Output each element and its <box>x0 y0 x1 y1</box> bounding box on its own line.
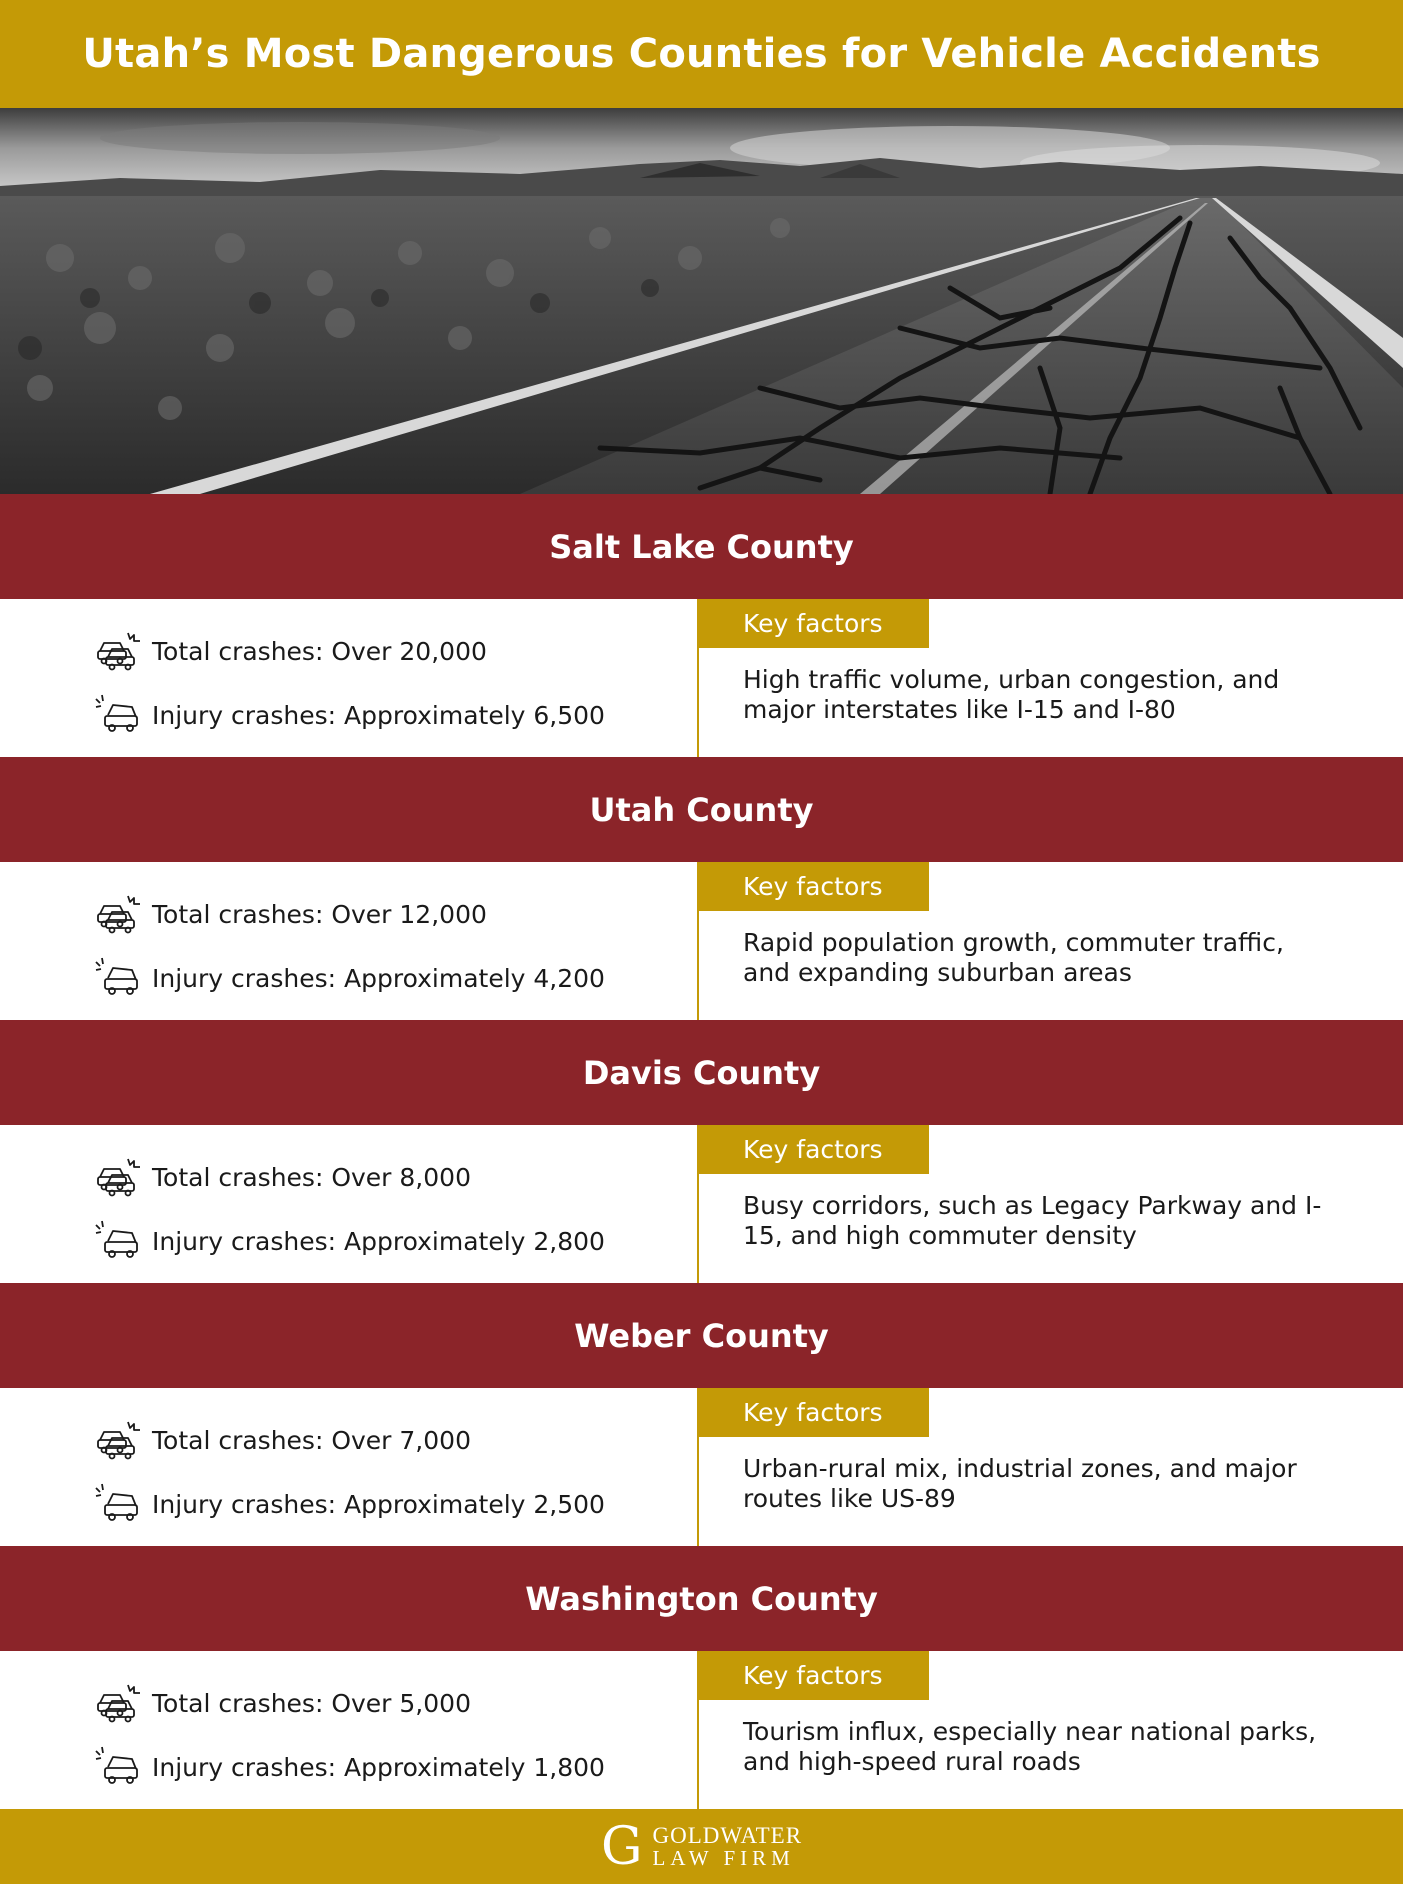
multi-car-crash-icon <box>94 892 142 936</box>
car-crash-icon <box>94 693 142 737</box>
page-title: Utah’s Most Dangerous Counties for Vehicle Accidents <box>82 31 1321 77</box>
county-stats <box>0 599 699 757</box>
car-crash-icon <box>94 1219 142 1263</box>
multi-car-crash-icon <box>94 629 142 673</box>
logo-wordmark <box>652 1822 803 1870</box>
total-crashes-stat <box>94 1153 697 1201</box>
county-name: Salt Lake County <box>549 527 854 566</box>
logo-g-icon: G <box>600 1816 643 1877</box>
injury-crashes-text: Injury crashes: Approximately 2,800 <box>152 1226 605 1256</box>
key-factors-badge: Key factors <box>699 599 929 648</box>
hero-image <box>0 108 1403 494</box>
goldwater-logo <box>600 1816 803 1877</box>
header-banner <box>0 0 1403 108</box>
injury-crashes-stat <box>94 1480 697 1528</box>
key-factors-panel <box>699 1388 1403 1546</box>
county-stats <box>0 1388 699 1546</box>
injury-crashes-text: Injury crashes: Approximately 1,800 <box>152 1752 605 1782</box>
injury-crashes-stat <box>94 1743 697 1791</box>
multi-car-crash-icon <box>94 1681 142 1725</box>
injury-crashes-stat <box>94 691 697 739</box>
county-title-bar <box>0 757 1403 862</box>
key-factors-text: Busy corridors, such as Legacy Parkway and I-15, and high commuter density <box>743 1191 1322 1250</box>
total-crashes-text: Total crashes: Over 5,000 <box>152 1688 471 1718</box>
injury-crashes-stat <box>94 954 697 1002</box>
county-details <box>0 1125 1403 1283</box>
key-factors-text: High traffic volume, urban congestion, and major interstates like I-15 and I-80 <box>743 665 1280 724</box>
total-crashes-stat <box>94 1416 697 1464</box>
key-factors-badge: Key factors <box>699 1125 929 1174</box>
county-stats <box>0 1651 699 1809</box>
car-crash-icon <box>94 956 142 1000</box>
county-stats <box>0 1125 699 1283</box>
total-crashes-text: Total crashes: Over 8,000 <box>152 1162 471 1192</box>
key-factors-panel <box>699 862 1403 1020</box>
logo-line-1: GOLDWATER <box>652 1822 803 1848</box>
county-name: Utah County <box>589 790 814 829</box>
injury-crashes-text: Injury crashes: Approximately 2,500 <box>152 1489 605 1519</box>
total-crashes-text: Total crashes: Over 20,000 <box>152 636 487 666</box>
total-crashes-stat <box>94 1679 697 1727</box>
logo-line-2: LAW FIRM <box>652 1845 795 1870</box>
key-factors-badge: Key factors <box>699 1388 929 1437</box>
key-factors-badge: Key factors <box>699 862 929 911</box>
total-crashes-stat <box>94 627 697 675</box>
county-details <box>0 1388 1403 1546</box>
county-name: Washington County <box>525 1579 878 1618</box>
injury-crashes-text: Injury crashes: Approximately 6,500 <box>152 700 605 730</box>
total-crashes-stat <box>94 890 697 938</box>
total-crashes-text: Total crashes: Over 12,000 <box>152 899 487 929</box>
car-crash-icon <box>94 1482 142 1526</box>
county-details <box>0 1651 1403 1809</box>
multi-car-crash-icon <box>94 1155 142 1199</box>
key-factors-panel <box>699 1651 1403 1809</box>
county-name: Davis County <box>582 1053 821 1092</box>
key-factors-badge: Key factors <box>699 1651 929 1700</box>
footer-bar <box>0 1809 1403 1884</box>
key-factors-panel <box>699 1125 1403 1283</box>
county-details <box>0 599 1403 757</box>
county-stats <box>0 862 699 1020</box>
desert-highway-photo <box>0 108 1403 494</box>
key-factors-text: Urban-rural mix, industrial zones, and major routes like US-89 <box>743 1454 1297 1513</box>
county-name: Weber County <box>574 1316 829 1355</box>
car-crash-icon <box>94 1745 142 1789</box>
total-crashes-text: Total crashes: Over 7,000 <box>152 1425 471 1455</box>
injury-crashes-stat <box>94 1217 697 1265</box>
county-title-bar <box>0 494 1403 599</box>
injury-crashes-text: Injury crashes: Approximately 4,200 <box>152 963 605 993</box>
county-title-bar <box>0 1546 1403 1651</box>
county-title-bar <box>0 1283 1403 1388</box>
key-factors-panel <box>699 599 1403 757</box>
county-details <box>0 862 1403 1020</box>
county-title-bar <box>0 1020 1403 1125</box>
key-factors-text: Tourism influx, especially near national parks, and high-speed rural roads <box>743 1717 1317 1776</box>
key-factors-text: Rapid population growth, commuter traffic, and expanding suburban areas <box>743 928 1284 987</box>
multi-car-crash-icon <box>94 1418 142 1462</box>
